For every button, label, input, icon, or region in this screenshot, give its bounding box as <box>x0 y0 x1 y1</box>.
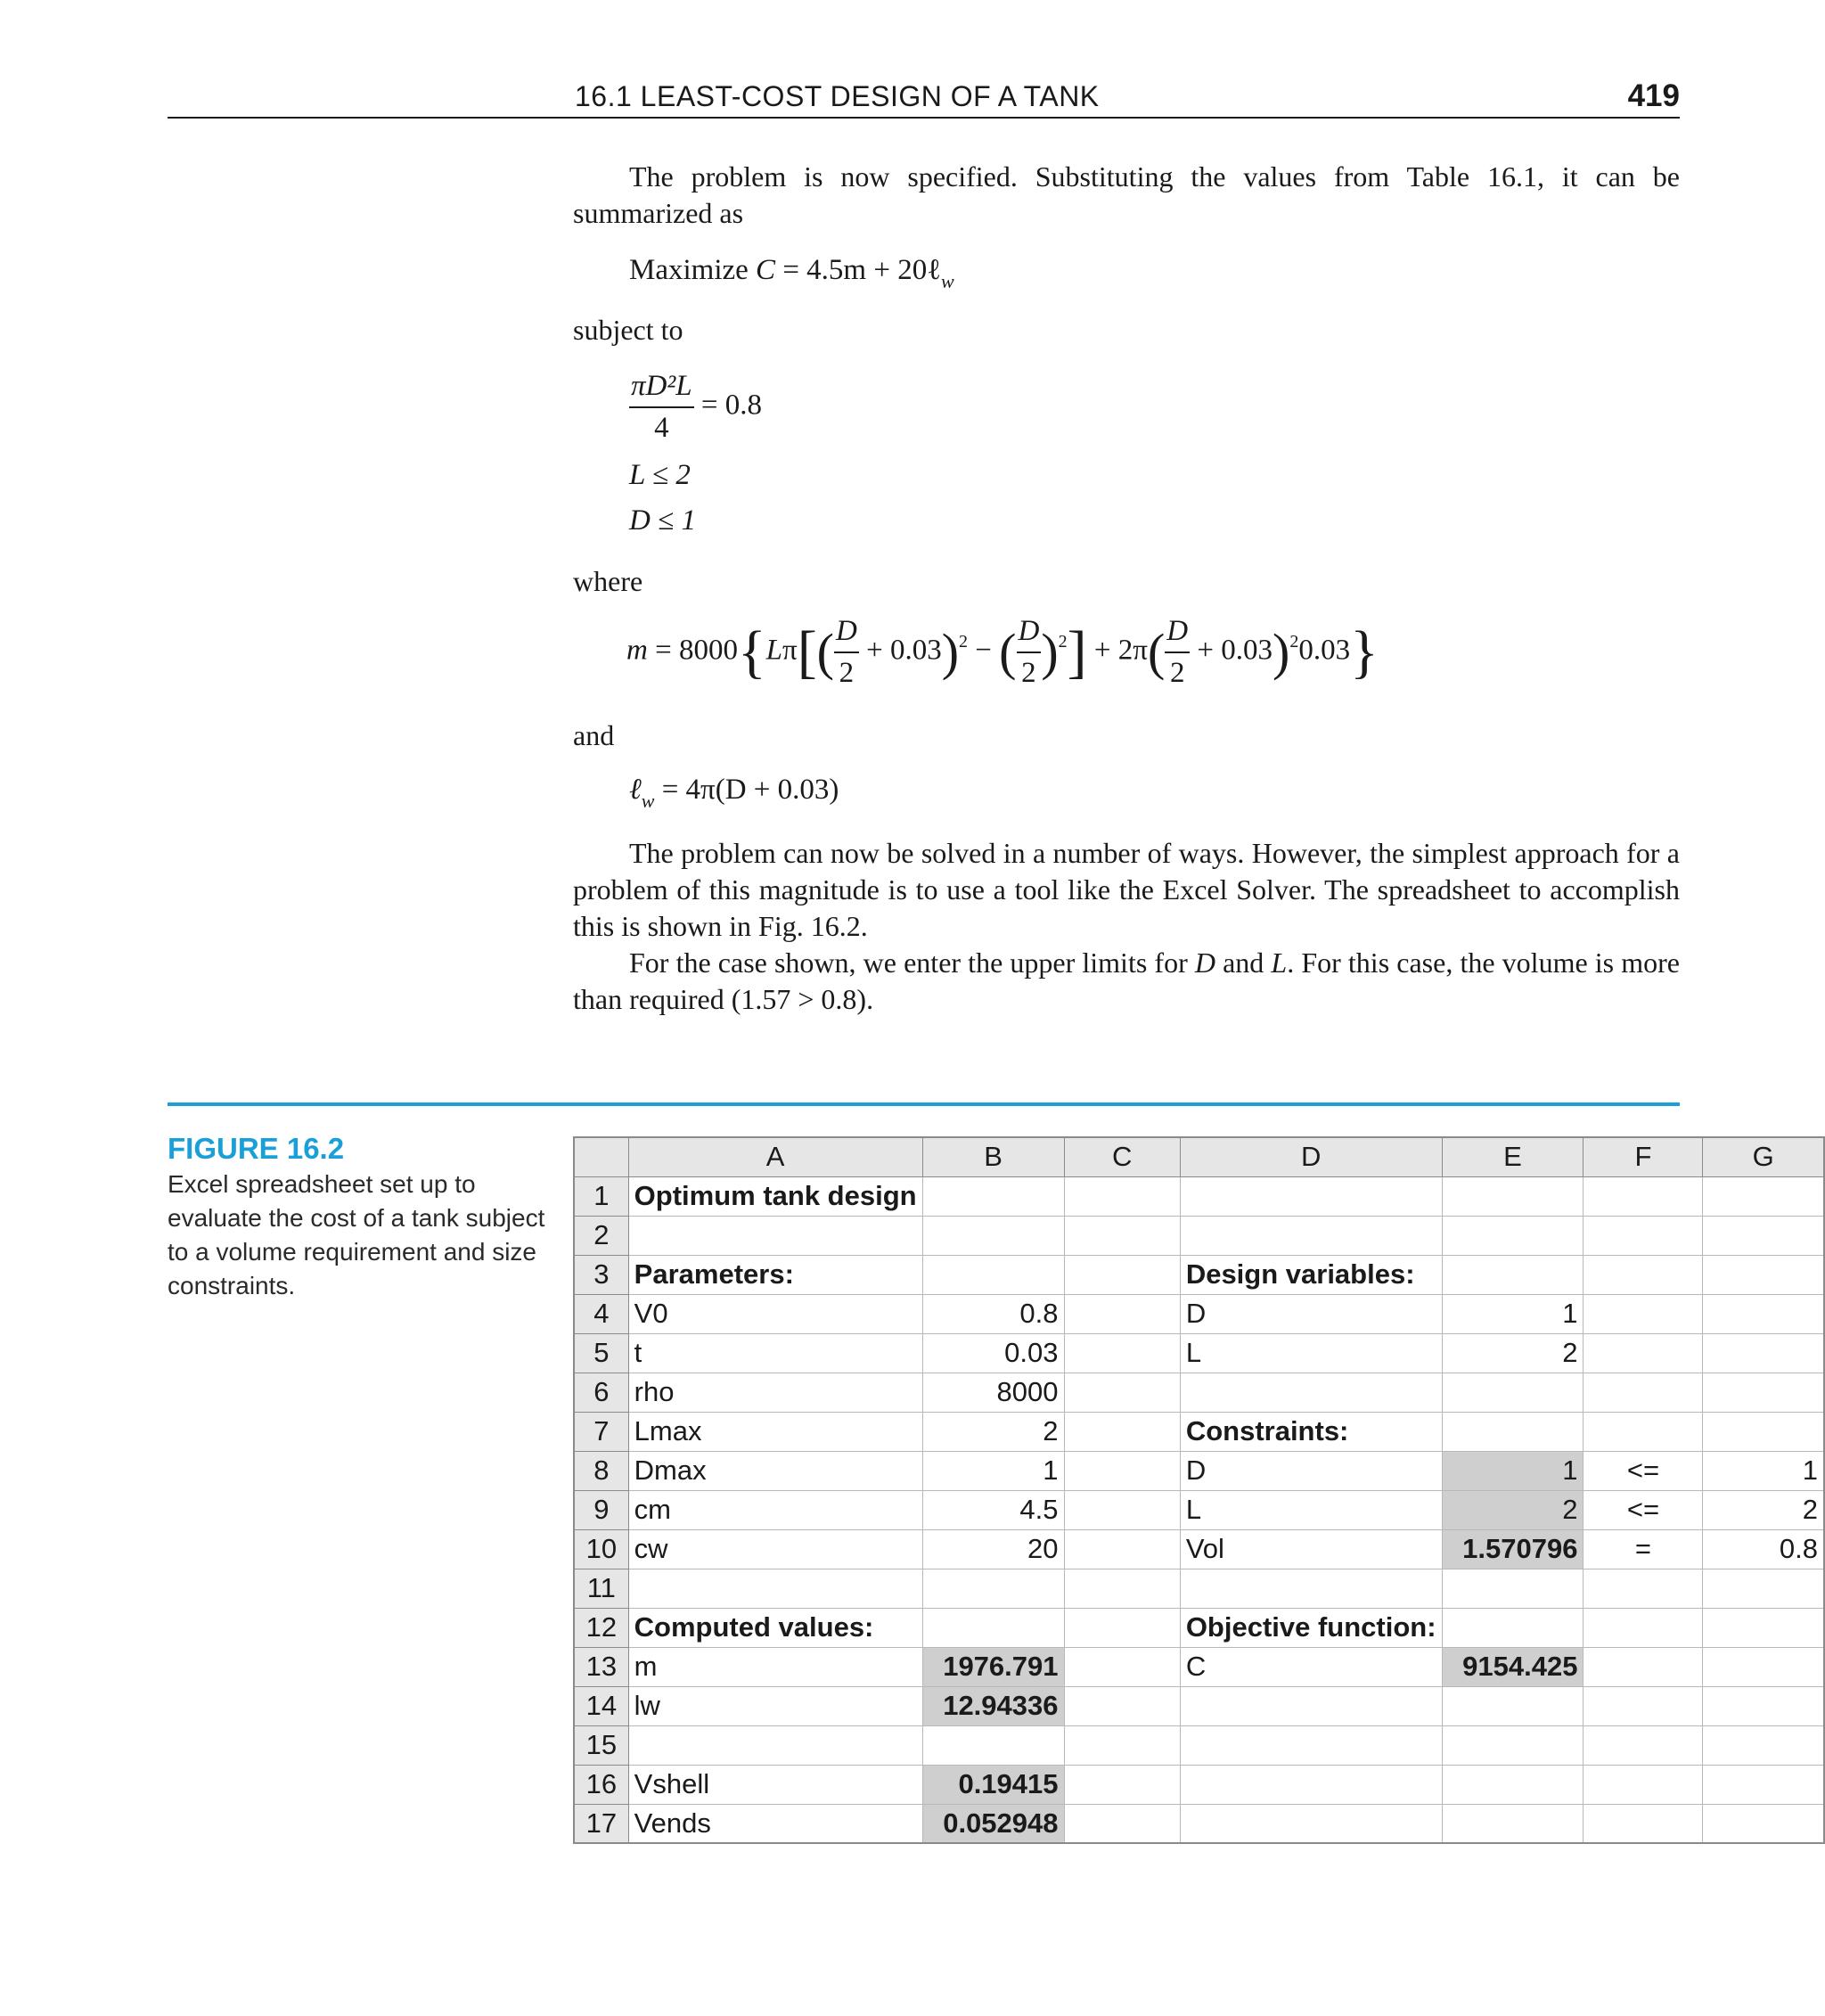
spreadsheet-cell <box>1584 1647 1703 1686</box>
spreadsheet-cell: 2 <box>1442 1490 1584 1529</box>
spreadsheet-cell <box>1442 1804 1584 1843</box>
spreadsheet-cell: rho <box>628 1373 922 1412</box>
spreadsheet-cell: 1 <box>1703 1451 1824 1490</box>
row-header: 9 <box>574 1490 628 1529</box>
spreadsheet-cell <box>1703 1176 1824 1216</box>
spreadsheet-cell: lw <box>628 1686 922 1725</box>
spreadsheet-row <box>574 1725 1824 1765</box>
spreadsheet-cell <box>1442 1569 1584 1608</box>
spreadsheet-cell <box>1442 1725 1584 1765</box>
spreadsheet-cell <box>1180 1725 1442 1765</box>
spreadsheet-cell <box>922 1725 1064 1765</box>
spreadsheet-cell: Vshell <box>628 1765 922 1804</box>
spreadsheet-row <box>574 1333 1824 1373</box>
solver-paragraph: The problem can now be solved in a number of ways. However, the simplest approach for a problem of this magnitude is to use a tool like the Excel Solver. The spreadsheet to accomplish this is shown in Fig. 16.2. <box>573 837 1680 942</box>
spreadsheet-cell <box>1064 1647 1180 1686</box>
column-header: E <box>1442 1137 1584 1176</box>
row-header: 10 <box>574 1529 628 1569</box>
spreadsheet-cell: <= <box>1584 1490 1703 1529</box>
row-header: 8 <box>574 1451 628 1490</box>
spreadsheet-cell <box>1584 1255 1703 1294</box>
spreadsheet-cell: Objective function: <box>1180 1608 1442 1647</box>
spreadsheet-cell <box>1064 1608 1180 1647</box>
spreadsheet-cell <box>1064 1569 1180 1608</box>
subject-to-label: subject to <box>573 314 683 346</box>
spreadsheet-cell <box>1064 1373 1180 1412</box>
spreadsheet-cell: D <box>1180 1294 1442 1333</box>
weld-length-symbol: ℓ <box>629 774 642 806</box>
spreadsheet-cell <box>1584 1569 1703 1608</box>
header-rule <box>168 117 1680 119</box>
spreadsheet-cell <box>1703 1255 1824 1294</box>
corner-cell <box>574 1137 628 1176</box>
spreadsheet-cell: Design variables: <box>1180 1255 1442 1294</box>
spreadsheet-cell <box>628 1216 922 1255</box>
row-header: 6 <box>574 1373 628 1412</box>
spreadsheet-row <box>574 1176 1824 1216</box>
spreadsheet-cell: <= <box>1584 1451 1703 1490</box>
spreadsheet-cell: cw <box>628 1529 922 1569</box>
spreadsheet-cell: Computed values: <box>628 1608 922 1647</box>
spreadsheet-cell <box>1442 1373 1584 1412</box>
volume-fraction-denominator: 4 <box>654 412 669 444</box>
spreadsheet-cell <box>1703 1686 1824 1725</box>
spreadsheet-cell: 0.052948 <box>922 1804 1064 1843</box>
row-header: 5 <box>574 1333 628 1373</box>
spreadsheet-cell <box>1442 1412 1584 1451</box>
spreadsheet-cell <box>1064 1176 1180 1216</box>
row-header: 1 <box>574 1176 628 1216</box>
row-header: 11 <box>574 1569 628 1608</box>
row-header: 3 <box>574 1255 628 1294</box>
spreadsheet-cell: 1976.791 <box>922 1647 1064 1686</box>
figure-rule <box>168 1102 1680 1106</box>
spreadsheet-cell: Optimum tank design <box>628 1176 922 1216</box>
spreadsheet-cell <box>1064 1255 1180 1294</box>
spreadsheet-cell: 2 <box>1703 1490 1824 1529</box>
spreadsheet-cell <box>1703 1804 1824 1843</box>
spreadsheet-cell <box>1703 1725 1824 1765</box>
objective-subscript: w <box>941 270 954 292</box>
spreadsheet-cell: 8000 <box>922 1373 1064 1412</box>
spreadsheet-cell <box>628 1569 922 1608</box>
spreadsheet-cell: 2 <box>1442 1333 1584 1373</box>
spreadsheet-cell <box>1584 1373 1703 1412</box>
spreadsheet-cell: Parameters: <box>628 1255 922 1294</box>
spreadsheet-row <box>574 1647 1824 1686</box>
spreadsheet-cell <box>1703 1373 1824 1412</box>
spreadsheet-cell <box>1442 1608 1584 1647</box>
spreadsheet-cell <box>1442 1176 1584 1216</box>
spreadsheet-cell <box>1064 1490 1180 1529</box>
spreadsheet-cell: L <box>1180 1490 1442 1529</box>
running-header-title: 16.1 LEAST-COST DESIGN OF A TANK <box>575 80 1100 112</box>
where-label: where <box>573 565 643 597</box>
spreadsheet-row <box>574 1686 1824 1725</box>
spreadsheet-cell: 0.19415 <box>922 1765 1064 1804</box>
spreadsheet-cell <box>1442 1686 1584 1725</box>
spreadsheet-cell: Lmax <box>628 1412 922 1451</box>
objective-equation <box>629 254 954 292</box>
spreadsheet-cell: 0.8 <box>1703 1529 1824 1569</box>
spreadsheet-cell <box>1703 1569 1824 1608</box>
spreadsheet-cell <box>1584 1765 1703 1804</box>
spreadsheet-cell <box>1064 1725 1180 1765</box>
spreadsheet-row <box>574 1451 1824 1490</box>
row-header: 14 <box>574 1686 628 1725</box>
spreadsheet-cell <box>1064 1765 1180 1804</box>
spreadsheet-cell: Vends <box>628 1804 922 1843</box>
diameter-constraint: D ≤ 1 <box>629 504 696 537</box>
spreadsheet-cell: 0.03 <box>922 1333 1064 1373</box>
figure-label: FIGURE 16.2 <box>168 1132 345 1165</box>
spreadsheet-row <box>574 1804 1824 1843</box>
spreadsheet-row <box>574 1255 1824 1294</box>
spreadsheet-row <box>574 1216 1824 1255</box>
objective-lhs: C <box>756 254 776 286</box>
figure-caption: Excel spreadsheet set up to evaluate the cost of a tank subject to a volume requirement and size constraints. <box>168 1170 545 1299</box>
spreadsheet-cell <box>922 1569 1064 1608</box>
spreadsheet-cell <box>1584 1333 1703 1373</box>
spreadsheet-cell <box>1703 1412 1824 1451</box>
row-header: 12 <box>574 1608 628 1647</box>
spreadsheet <box>573 1136 1825 1844</box>
spreadsheet-cell: 20 <box>922 1529 1064 1569</box>
spreadsheet-cell <box>1703 1608 1824 1647</box>
spreadsheet-cell: L <box>1180 1333 1442 1373</box>
maximize-word: Maximize <box>629 254 749 286</box>
spreadsheet-cell: m <box>628 1647 922 1686</box>
spreadsheet-cell <box>1584 1412 1703 1451</box>
spreadsheet-cell: 0.8 <box>922 1294 1064 1333</box>
column-header: D <box>1180 1137 1442 1176</box>
row-header: 2 <box>574 1216 628 1255</box>
spreadsheet-cell: 1 <box>1442 1294 1584 1333</box>
spreadsheet-cell <box>1442 1255 1584 1294</box>
spreadsheet-cell <box>1703 1294 1824 1333</box>
row-header: 17 <box>574 1804 628 1843</box>
and-label: and <box>573 719 615 751</box>
spreadsheet-cell: 2 <box>922 1412 1064 1451</box>
spreadsheet-cell <box>922 1176 1064 1216</box>
row-header: 15 <box>574 1725 628 1765</box>
spreadsheet-cell: cm <box>628 1490 922 1529</box>
spreadsheet-cell <box>1064 1686 1180 1725</box>
spreadsheet-cell: 4.5 <box>922 1490 1064 1529</box>
volume-constraint <box>629 370 762 445</box>
spreadsheet-cell <box>1180 1686 1442 1725</box>
volume-constraint-rhs: = 0.8 <box>700 389 762 422</box>
spreadsheet-cell <box>1703 1765 1824 1804</box>
spreadsheet-cell <box>1584 1804 1703 1843</box>
spreadsheet-cell <box>1064 1412 1180 1451</box>
volume-fraction <box>629 370 694 445</box>
page-number: 419 <box>1627 78 1680 113</box>
length-constraint: L ≤ 2 <box>629 459 691 491</box>
spreadsheet-cell <box>1584 1608 1703 1647</box>
spreadsheet-cell <box>922 1216 1064 1255</box>
row-header: 13 <box>574 1647 628 1686</box>
spreadsheet-cell <box>1180 1373 1442 1412</box>
column-header-row <box>574 1137 1824 1176</box>
weld-length-subscript: w <box>641 790 655 812</box>
spreadsheet-cell <box>1064 1294 1180 1333</box>
spreadsheet-cell <box>1064 1529 1180 1569</box>
spreadsheet-cell <box>1442 1765 1584 1804</box>
column-header: C <box>1064 1137 1180 1176</box>
spreadsheet-cell <box>1180 1804 1442 1843</box>
spreadsheet-cell <box>1584 1176 1703 1216</box>
spreadsheet-row <box>574 1294 1824 1333</box>
spreadsheet-row <box>574 1373 1824 1412</box>
column-header: G <box>1703 1137 1824 1176</box>
spreadsheet-cell <box>1584 1294 1703 1333</box>
spreadsheet-cell: D <box>1180 1451 1442 1490</box>
spreadsheet-cell: 1 <box>1442 1451 1584 1490</box>
spreadsheet-cell <box>1064 1333 1180 1373</box>
spreadsheet-cell <box>922 1255 1064 1294</box>
spreadsheet-cell <box>1442 1216 1584 1255</box>
spreadsheet-cell: C <box>1180 1647 1442 1686</box>
column-header: B <box>922 1137 1064 1176</box>
spreadsheet-cell: 1 <box>922 1451 1064 1490</box>
column-header: F <box>1584 1137 1703 1176</box>
objective-rhs: = 4.5m + 20ℓ <box>782 254 942 286</box>
spreadsheet-row <box>574 1529 1824 1569</box>
spreadsheet-cell <box>1064 1451 1180 1490</box>
spreadsheet-row <box>574 1412 1824 1451</box>
case-paragraph: For the case shown, we enter the upper limits for D and L. For this case, the volume is more than required (1.57 > 0.8). <box>573 947 1681 1015</box>
spreadsheet-cell <box>1180 1216 1442 1255</box>
spreadsheet-cell: = <box>1584 1529 1703 1569</box>
spreadsheet-cell: Dmax <box>628 1451 922 1490</box>
spreadsheet-cell <box>1180 1569 1442 1608</box>
spreadsheet-cell <box>1064 1804 1180 1843</box>
column-header: A <box>628 1137 922 1176</box>
spreadsheet-cell <box>1584 1216 1703 1255</box>
spreadsheet-cell: V0 <box>628 1294 922 1333</box>
spreadsheet-cell: Vol <box>1180 1529 1442 1569</box>
row-header: 7 <box>574 1412 628 1451</box>
spreadsheet-row <box>574 1490 1824 1529</box>
spreadsheet-cell: 12.94336 <box>922 1686 1064 1725</box>
spreadsheet-cell <box>922 1608 1064 1647</box>
mass-equation: m = 8000{Lπ[( $\frac{D}{2}$ + 0.03)$^2$ − ( $\frac{D}{2}$ )$^2$] + 2π( $\frac{D}{2}$ + 0.03)$^2$0.03} <box>626 615 1379 689</box>
spreadsheet-cell: Constraints: <box>1180 1412 1442 1451</box>
spreadsheet-cell <box>1584 1686 1703 1725</box>
volume-fraction-numerator: πD²L <box>629 370 694 408</box>
spreadsheet-cell: 9154.425 <box>1442 1647 1584 1686</box>
spreadsheet-cell <box>1180 1176 1442 1216</box>
spreadsheet-row <box>574 1569 1824 1608</box>
row-header: 16 <box>574 1765 628 1804</box>
spreadsheet-row <box>574 1608 1824 1647</box>
intro-paragraph: The problem is now specified. Substituting the values from Table 16.1, it can be summarized as <box>573 160 1680 229</box>
weld-length-equation <box>629 774 839 812</box>
weld-length-rhs: = 4π(D + 0.03) <box>661 774 839 806</box>
spreadsheet-cell <box>1703 1647 1824 1686</box>
spreadsheet-cell <box>628 1725 922 1765</box>
spreadsheet-row <box>574 1765 1824 1804</box>
row-header: 4 <box>574 1294 628 1333</box>
spreadsheet-cell: 1.570796 <box>1442 1529 1584 1569</box>
spreadsheet-cell: t <box>628 1333 922 1373</box>
spreadsheet-cell <box>1703 1216 1824 1255</box>
spreadsheet-cell <box>1064 1216 1180 1255</box>
spreadsheet-cell <box>1584 1725 1703 1765</box>
spreadsheet-cell <box>1180 1765 1442 1804</box>
spreadsheet-cell <box>1703 1333 1824 1373</box>
